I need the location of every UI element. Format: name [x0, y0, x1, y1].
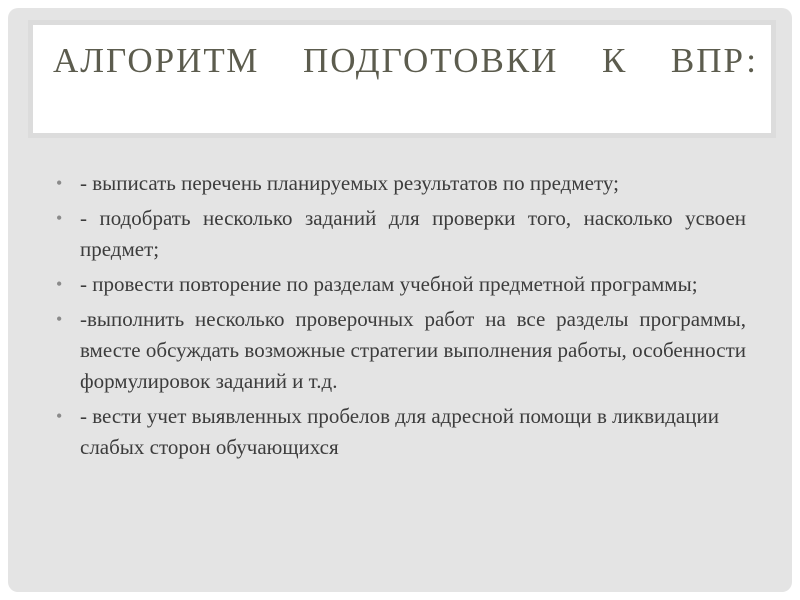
bullet-icon: • [56, 274, 63, 294]
list-item-text: - подобрать несколько заданий для проверки того, насколько усвоен предмет; [80, 206, 746, 261]
list-item [56, 168, 746, 199]
title-box [28, 20, 776, 138]
list-item-text: - провести повторение по разделам учебной предметной программы; [80, 272, 698, 296]
bullet-icon: • [56, 173, 63, 193]
list-item [56, 401, 746, 463]
bullet-icon: • [56, 208, 63, 228]
list-item-text: -выполнить несколько проверочных работ на все разделы программы, вместе обсуждать возможные стратегии выполнения работы, особенности формулировок заданий и т.д. [80, 307, 746, 393]
bullet-icon: • [56, 309, 63, 329]
slide [8, 8, 792, 592]
list-item-text: - выписать перечень планируемых результатов по предмету; [80, 171, 619, 195]
slide-title: АЛГОРИТМ ПОДГОТОВКИ К ВПР: [53, 41, 758, 80]
list-item [56, 203, 746, 265]
list-item [56, 304, 746, 397]
bullet-list [56, 168, 746, 467]
list-item-text: - вести учет выявленных пробелов для адресной помощи в ликвидации слабых сторон обучающихся [80, 404, 719, 459]
list-item [56, 269, 746, 300]
bullet-icon: • [56, 406, 63, 426]
